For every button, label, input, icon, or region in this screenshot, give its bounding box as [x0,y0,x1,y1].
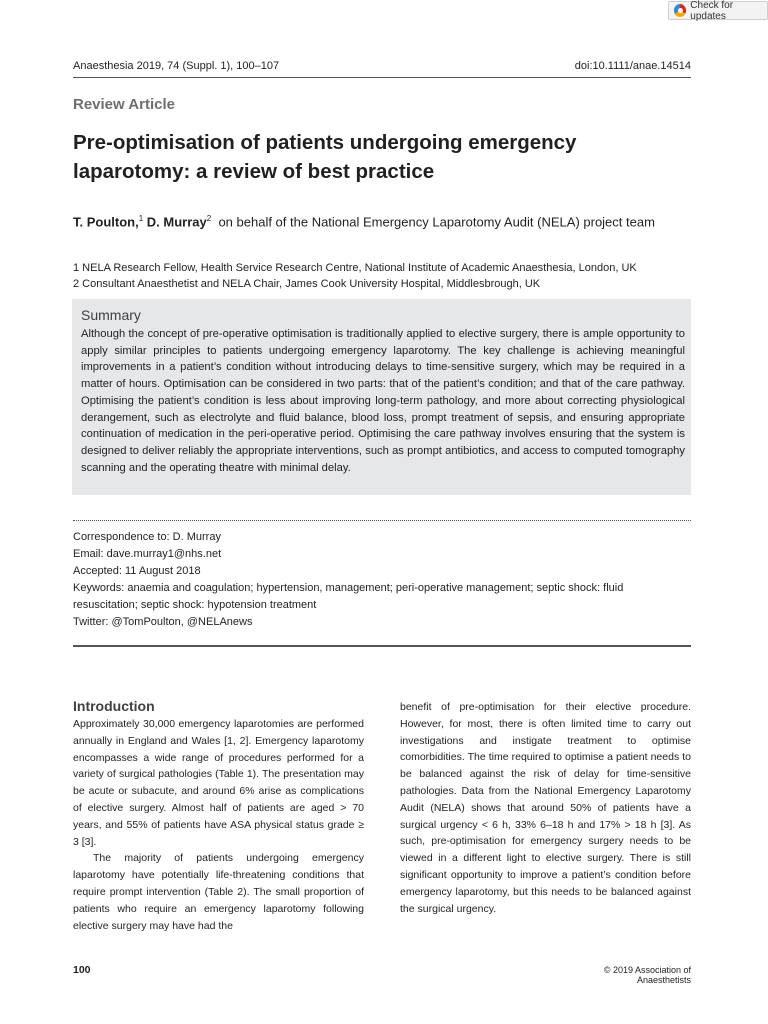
right-column [400,699,691,917]
check-for-updates-button[interactable] [668,1,768,20]
journal-citation: Anaesthesia 2019, 74 (Suppl. 1), 100–107 [73,60,280,72]
check-for-updates-label: Check for updates [690,0,734,22]
doi[interactable]: doi:10.1111/anae.14514 [574,60,691,72]
twitter-line[interactable]: Twitter: @TomPoulton, @NELAnews [73,615,253,628]
section-label: Review Article [73,96,175,113]
affiliations [73,261,713,292]
affiliation-1: 1 NELA Research Fellow, Health Service Research Centre, National Institute of Academic Anaesthesia, London, UK [73,262,637,274]
header-rule [73,77,691,78]
dotted-divider [73,520,691,521]
keywords-line-cont: resuscitation; septic shock: hypotension treatment [73,598,317,611]
author-2-affil: 2 [206,214,212,223]
keywords-line: Keywords: anaemia and coagulation; hypertension, management; peri-operative management; septic shock: fluid [73,581,624,594]
author-group: on behalf of the National Emergency Laparotomy Audit (NELA) project team [218,214,655,230]
author-1: T. Poulton, [73,214,139,230]
correspondence-block [73,529,693,630]
accepted-line: Accepted: 11 August 2018 [73,564,201,577]
introduction-heading: Introduction [73,698,155,714]
email-line[interactable]: Email: dave.murray1@nhs.net [73,547,222,560]
paragraph: benefit of pre-optimisation for their elective procedure. However, for most, there is often limited time to carry out investigations and instigate treatment to optimise comorbidities. The time required to optimise a patient needs to be balanced against the risk of delay for time-sensitive pathologies. Data from the National Emergency Laparotomy Audit (NELA) shows that around 50% of patients have a surgical urgency < 6 h, 33% 6–18 h and 17% > 18 h [3]. As such, pre-optimisation for emergency surgery needs to be viewed in a different light to elective surgery. There is still significant opportunity to improve a patient’s condition before emergency laparotomy, but this needs to be balanced against the surgical urgency. [400,701,691,915]
left-column [73,716,364,934]
summary-heading: Summary [81,307,141,323]
article-title: Pre-optimisation of patients undergoing emergency laparotomy: a review of best practice [73,131,577,183]
author-2: D. Murray [146,214,207,230]
paragraph: The majority of patients undergoing emergency laparotomy have potentially life-threatening conditions that require prompt intervention (Table 2). The small proportion of patients who require an emergency laparotomy following elective surgery may have had the [73,852,364,932]
author-1-affil: 1 [138,214,144,223]
summary-text: Although the concept of pre-operative optimisation is traditionally applied to elective surgery, there is ample opportunity to apply similar principles to patients undergoing emergency laparotomy. The key challenge is achieving meaningful improvements in a patient’s condition without introducing delays to time-sensitive surgery, which may be required in a matter of hours. Optimisation can be considered in two parts: that of the patient’s condition; and that of the care pathway. Optimising the patient’s condition is less about improving long-term pathology, and more about correcting physiological derangement, such as electrolyte and fluid balance, blood loss, prompt treatment of sepsis, and ensuring appropriate continuation of medication in the peri-operative period. Optimising the care pathway involves ensuring that the system is designed to deliver reliably the appropriate interventions, such as prompt antibiotics, and access to computed tomography scanning and the operating theatre with minimal delay. [81,328,685,474]
correspondence-line: Correspondence to: D. Murray [73,531,221,543]
affiliation-2: 2 Consultant Anaesthetist and NELA Chair, James Cook University Hospital, Middlesbrough, UK [73,277,541,290]
section-rule [73,645,691,647]
page-number: 100 [73,964,91,976]
paragraph: Approximately 30,000 emergency laparotomies are performed annually in England and Wales [1, 2]. Emergency laparotomy encompasses a wide range of procedures performed for a variety of surgical pathologies (Table 1). The presentation may be acute or subacute, and around 6% arise as complications of elective surgery. Almost half of patients are aged > 70 years, and 55% of patients have ASA physical status grade ≥ 3 [3]. [73,718,364,848]
author-list [73,209,693,231]
copyright: © 2019 Association of Anaesthetists [603,965,691,985]
crossmark-icon [674,4,686,17]
running-head [73,60,691,72]
